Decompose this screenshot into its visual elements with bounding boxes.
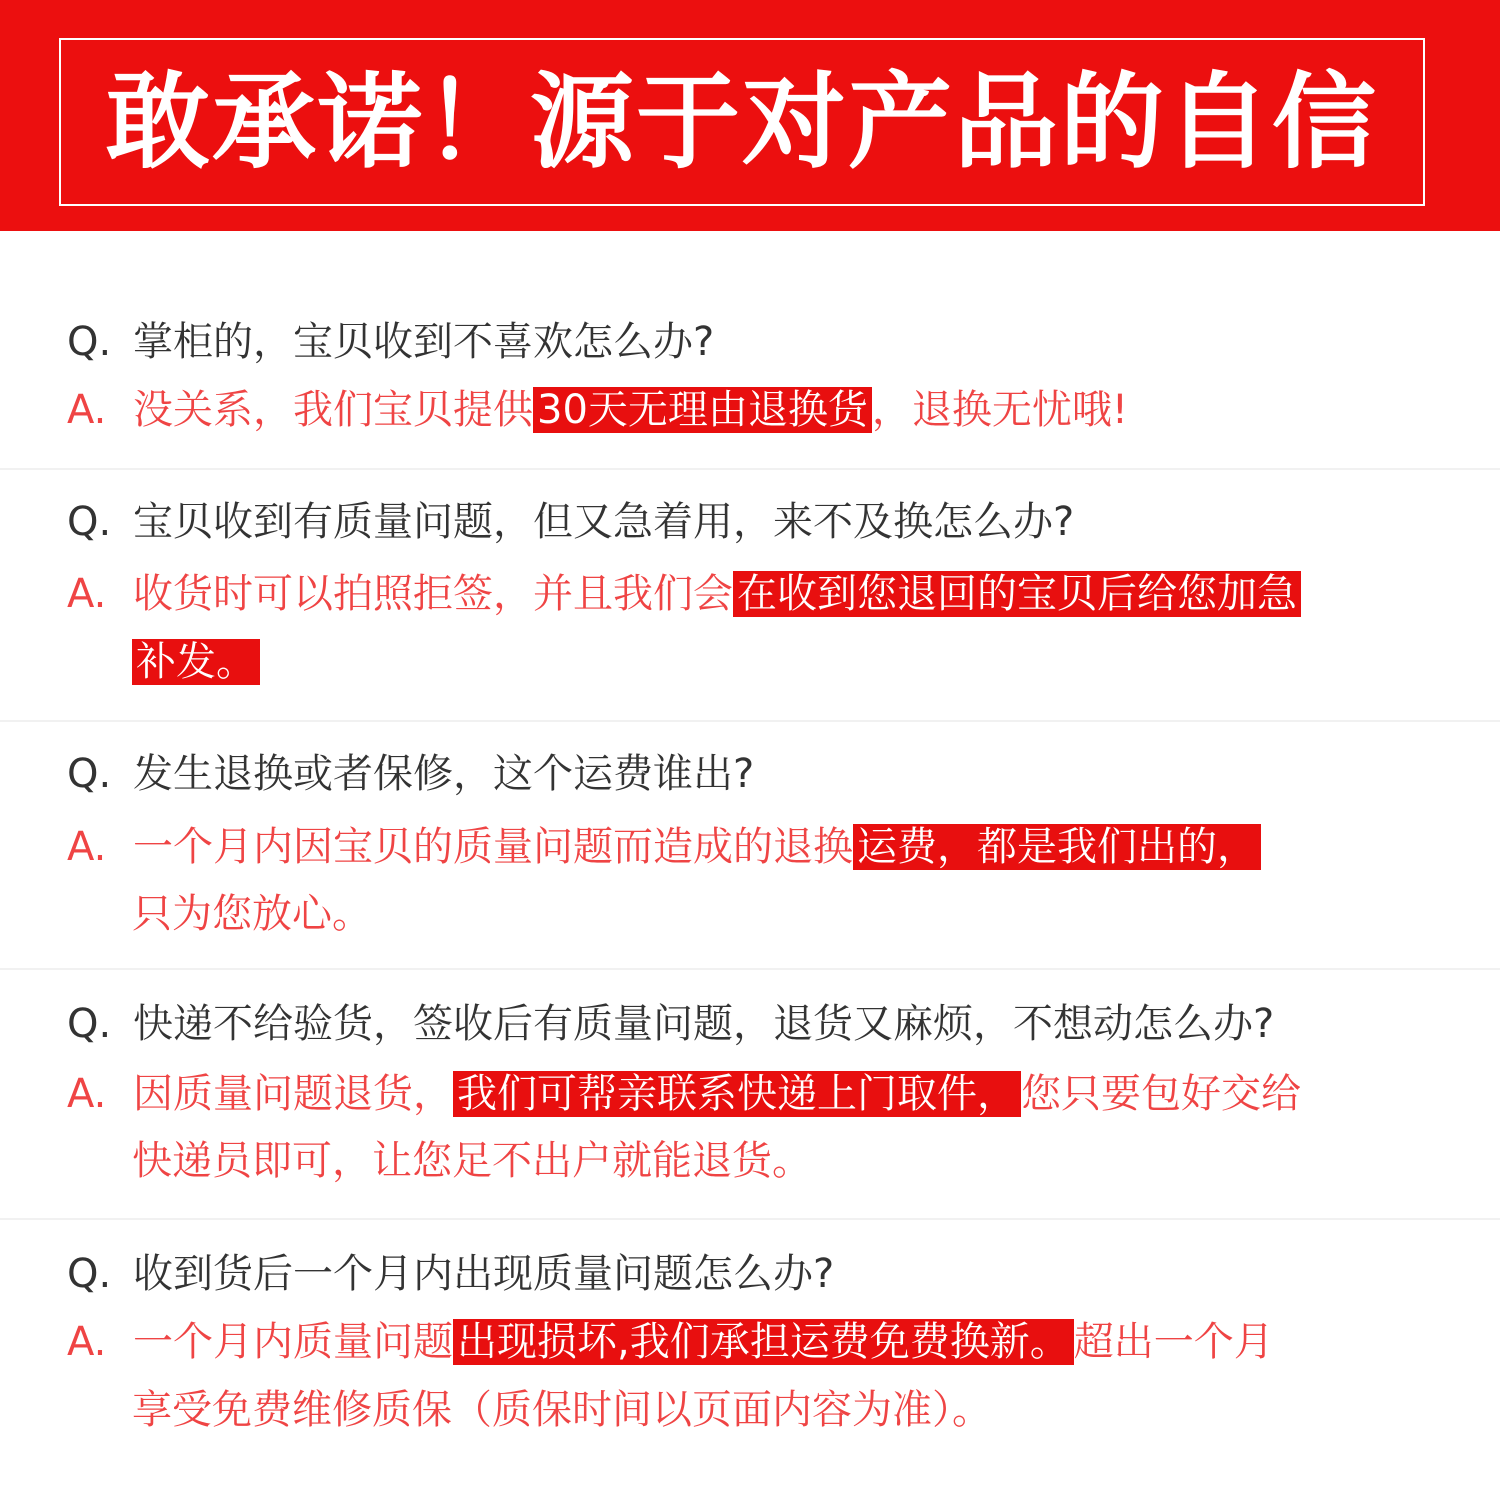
- a-label: A.: [67, 1319, 107, 1365]
- faq-2-answer: [67, 566, 1301, 622]
- header-banner: [0, 0, 1500, 231]
- divider: [0, 720, 1500, 722]
- faq-5-answer-cont: 享受免费维修质保（质保时间以页面内容为准）。: [132, 1387, 992, 1433]
- question-text: 宝贝收到有质量问题，但又急着用，来不及换怎么办?: [133, 499, 1075, 545]
- faq-4-answer-cont: 快递员即可，让您足不出户就能退货。: [132, 1138, 812, 1184]
- question-text: 快递不给验货，签收后有质量问题，退货又麻烦，不想动怎么办?: [133, 1001, 1275, 1047]
- faq-4-question: [67, 996, 1274, 1052]
- q-label: Q.: [67, 1251, 112, 1297]
- a-label: A.: [67, 824, 107, 870]
- answer-highlight: 补发。: [132, 639, 260, 685]
- answer-text: 没关系，我们宝贝提供: [133, 387, 533, 433]
- q-label: Q.: [67, 499, 112, 545]
- a-label: A.: [67, 571, 107, 617]
- q-label: Q.: [67, 751, 112, 797]
- faq-2-answer-cont: [132, 634, 260, 690]
- faq-1-question: [67, 314, 714, 370]
- q-label: Q.: [67, 319, 112, 365]
- answer-tail: ，退换无忧哦!: [871, 387, 1128, 433]
- question-text: 发生退换或者保修，这个运费谁出?: [133, 751, 755, 797]
- faq-1-answer: [67, 382, 1128, 438]
- header-frame: [59, 38, 1425, 206]
- faq-3-answer: [67, 819, 1261, 875]
- faq-5-answer: [67, 1314, 1274, 1370]
- answer-tail: 超出一个月: [1073, 1319, 1274, 1365]
- answer-highlight: 运费，都是我们出的，: [853, 824, 1261, 870]
- faq-4-answer: [67, 1066, 1301, 1122]
- divider: [0, 968, 1500, 970]
- answer-highlight: 30天无理由退换货: [533, 387, 872, 433]
- answer-text: 一个月内质量问题: [133, 1319, 453, 1365]
- faq-3-answer-cont: 只为您放心。: [132, 891, 372, 937]
- divider: [0, 1218, 1500, 1220]
- answer-highlight: 在收到您退回的宝贝后给您加急: [733, 571, 1301, 617]
- q-label: Q.: [67, 1001, 112, 1047]
- answer-text: 因质量问题退货，: [133, 1071, 453, 1117]
- faq-2-question: [67, 494, 1074, 550]
- answer-tail: 您只要包好交给: [1021, 1071, 1301, 1117]
- answer-text: 收货时可以拍照拒签，并且我们会: [133, 571, 733, 617]
- answer-highlight: 出现损坏,我们承担运费免费换新。: [453, 1319, 1074, 1365]
- answer-text: 一个月内因宝贝的质量问题而造成的退换: [133, 824, 853, 870]
- question-text: 掌柜的，宝贝收到不喜欢怎么办?: [133, 319, 715, 365]
- a-label: A.: [67, 1071, 107, 1117]
- page-title: 敢承诺！源于对产品的自信: [105, 61, 1378, 183]
- question-text: 收到货后一个月内出现质量问题怎么办?: [133, 1251, 835, 1297]
- faq-5-question: [67, 1246, 834, 1302]
- a-label: A.: [67, 387, 107, 433]
- faq-3-question: [67, 746, 754, 802]
- answer-highlight: 我们可帮亲联系快递上门取件，: [453, 1071, 1021, 1117]
- divider: [0, 468, 1500, 470]
